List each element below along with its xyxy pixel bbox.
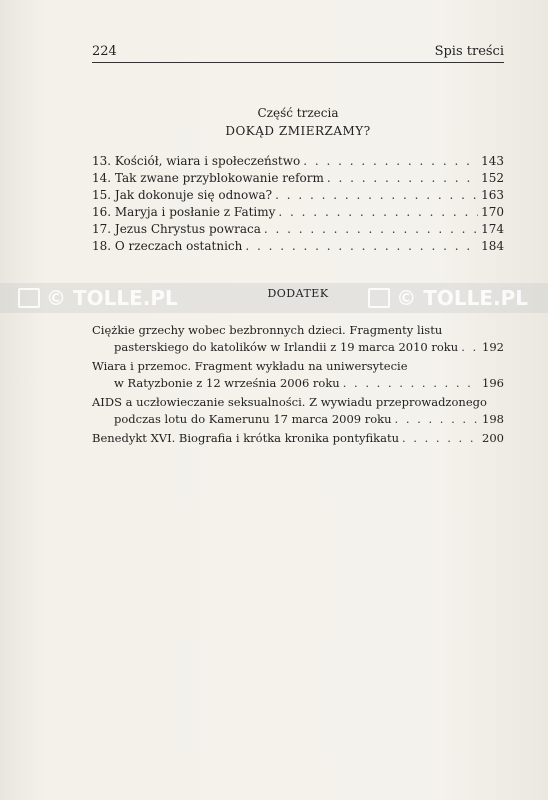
toc-entry-line2: podczas lotu do Kamerunu 17 marca 2009 roku — [114, 412, 392, 426]
toc-leader — [395, 411, 480, 428]
toc-entry[interactable] — [92, 221, 504, 238]
watermark-text: © TOLLE.PL — [46, 286, 178, 310]
running-header — [92, 44, 504, 63]
toc-entry-line1: Wiara i przemoc. Fragment wykładu na uniwersytecie — [92, 359, 408, 373]
toc-entry-label: 18. O rzeczach ostatnich — [92, 239, 243, 253]
toc-entry-page: 152 — [481, 171, 504, 185]
toc-entry-label: 15. Jak dokonuje się odnowa? — [92, 188, 273, 202]
toc-entry[interactable] — [92, 187, 504, 204]
toc-entry-label: 16. Maryja i posłanie z Fatimy — [92, 205, 276, 219]
toc-entry-page: 184 — [481, 239, 504, 253]
toc-entry-page: 174 — [481, 222, 504, 236]
toc-entry[interactable] — [92, 430, 504, 447]
toc-leader — [275, 187, 478, 204]
header-section-title: Spis treści — [434, 44, 504, 59]
toc-leader — [402, 430, 479, 447]
toc-entry[interactable] — [92, 153, 504, 170]
appendix-title: DODATEK — [267, 287, 329, 300]
toc-leader — [278, 204, 478, 221]
toc-entry-label: 14. Tak zwane przyblokowanie reform — [92, 171, 324, 185]
appendix-list — [92, 322, 504, 447]
toc-entry[interactable] — [92, 238, 504, 255]
toc-entry-line1: Ciężkie grzechy wobec bezbronnych dzieci. Fragmenty listu — [92, 323, 443, 337]
toc-leader — [245, 238, 478, 255]
watermark-text: © TOLLE.PL — [396, 286, 528, 310]
toc-leader — [264, 221, 478, 238]
toc-entry-line2: w Ratyzbonie z 12 września 2006 roku — [114, 376, 340, 390]
part-heading — [92, 104, 504, 140]
toc-leader — [343, 375, 479, 392]
part-subtitle: DOKĄD ZMIERZAMY? — [225, 124, 371, 138]
page-number: 224 — [92, 44, 117, 59]
toc-entry-label: 13. Kościół, wiara i społeczeństwo — [92, 154, 301, 168]
toc-entry-page: 143 — [481, 154, 504, 168]
toc-entry[interactable] — [92, 322, 504, 356]
toc-entry-page: 170 — [481, 205, 504, 219]
toc-entry-page: 198 — [482, 412, 504, 426]
toc-entry-page: 163 — [481, 188, 504, 202]
toc-entry-label: Benedykt XVI. Biografia i krótka kronika pontyfikatu — [92, 431, 399, 445]
toc-entry[interactable] — [92, 204, 504, 221]
toc-entry[interactable] — [92, 170, 504, 187]
toc-entry-line1: AIDS a uczłowieczanie seksualności. Z wywiadu przeprowadzonego — [92, 395, 487, 409]
toc-entry-line2: pasterskiego do katolików w Irlandii z 19 marca 2010 roku — [114, 340, 459, 354]
toc-leader — [303, 153, 478, 170]
toc-entry-page: 200 — [482, 431, 504, 445]
book-logo-icon — [18, 288, 40, 308]
toc-leader — [327, 170, 478, 187]
chapter-list — [92, 153, 504, 255]
toc-entry[interactable] — [92, 394, 504, 428]
toc-entry-page: 196 — [482, 376, 504, 390]
toc-entry-label: 17. Jezus Chrystus powraca — [92, 222, 261, 236]
toc-leader — [461, 339, 479, 356]
toc-entry[interactable] — [92, 358, 504, 392]
part-title: Część trzecia — [257, 106, 339, 120]
toc-entry-page: 192 — [482, 340, 504, 354]
